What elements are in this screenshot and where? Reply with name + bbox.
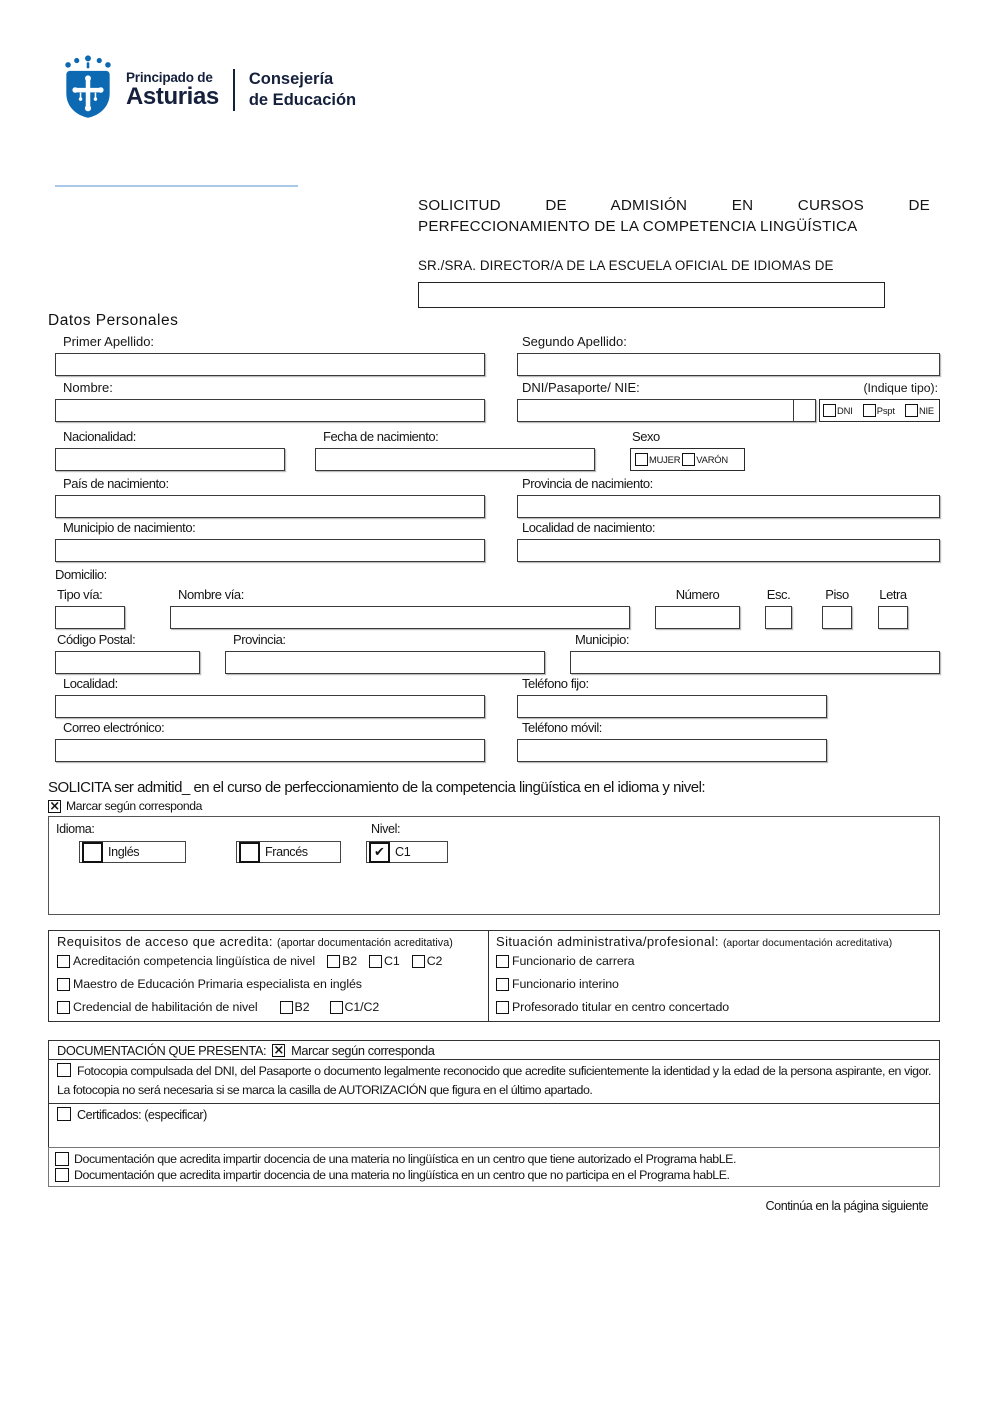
pais-nacimiento-label: País de nacimiento:: [63, 476, 169, 491]
tipo-via-label: Tipo vía:: [57, 587, 103, 602]
localidad-nacimiento-label: Localidad de nacimiento:: [522, 520, 656, 535]
idioma-ingles-label: Inglés: [108, 845, 140, 859]
provincia-input[interactable]: [225, 651, 545, 674]
solicita-line: SOLICITA ser admitid_ en el curso de perfeccionamiento de la competencia lingüística en el idioma y nivel:: [48, 779, 706, 796]
logo-divider: [233, 69, 235, 111]
correo-input[interactable]: [55, 739, 485, 762]
tipo-via-input[interactable]: [55, 606, 125, 629]
option-ingles[interactable]: [79, 841, 186, 863]
req3-c1c2-checkbox[interactable]: [330, 1001, 343, 1014]
row-pais-provincia: [48, 476, 940, 518]
solicita-marcar-line: [48, 799, 940, 813]
localidad-label: Localidad:: [63, 676, 118, 691]
certificados-text: Certificados: (especificar): [77, 1108, 207, 1122]
letra-input[interactable]: [878, 606, 908, 629]
sexo-label: Sexo: [632, 429, 660, 444]
checkmark-icon: ✔: [374, 844, 385, 860]
piso-input[interactable]: [822, 606, 852, 629]
option-frances[interactable]: [236, 841, 341, 863]
numero-label: Número: [675, 587, 720, 602]
req3-c1c2-label: C1/C2: [344, 1000, 380, 1014]
dni-type-group: [819, 399, 940, 422]
row-nacionalidad: [48, 429, 940, 471]
section-title-datos-personales: Datos Personales: [48, 312, 179, 329]
situacion-title-text: Situación administrativa/profesional:: [496, 934, 719, 949]
esc-input[interactable]: [765, 606, 792, 629]
school-name-input[interactable]: [418, 282, 885, 308]
numero-input[interactable]: [655, 606, 740, 629]
continua-note: Continúa en la página siguiente: [765, 1199, 928, 1213]
nivel-label: Nivel:: [371, 822, 401, 836]
nombre-via-label: Nombre vía:: [178, 587, 244, 602]
requisitos-title-note: (aportar documentación acreditativa): [276, 937, 453, 949]
idioma-options-row: [49, 841, 448, 863]
piso-label: Piso: [825, 587, 849, 602]
fecha-nacimiento-label: Fecha de nacimiento:: [323, 429, 439, 444]
sexo-varon-checkbox[interactable]: [682, 453, 695, 466]
sit3-text: Profesorado titular en centro concertado: [512, 1000, 730, 1014]
solicita-marcar-label: Marcar según corresponda: [66, 799, 203, 813]
requisitos-situacion-box: [48, 930, 940, 1022]
tipo-pspt-checkbox[interactable]: [863, 404, 876, 417]
requisito-item-2: [57, 977, 484, 991]
req3-b2-checkbox[interactable]: [280, 1001, 293, 1014]
situacion-column: [488, 931, 939, 1021]
telefono-fijo-input[interactable]: [517, 695, 827, 718]
form-title-line2: PERFECCIONAMIENTO DE LA COMPETENCIA LINGÜÍSTICA: [418, 218, 858, 235]
sexo-group: [630, 448, 745, 471]
fotocopia-text: Fotocopia compulsada del DNI, del Pasaporte o documento legalmente reconocido que acredite suficientemente la identidad y la edad de la persona aspirante, en vigor. La fotocopia no será necesaria si se marca la casilla de AUTORIZACIÓN que figura en el último apartado.: [57, 1064, 931, 1097]
situacion-item-3: [496, 1000, 935, 1014]
req3-text: Credencial de habilitación de nivel: [73, 1000, 258, 1014]
codigo-postal-input[interactable]: [55, 651, 200, 674]
sit2-text: Funcionario interino: [512, 977, 619, 991]
nombre-via-input[interactable]: [170, 606, 630, 629]
req1-b2-checkbox[interactable]: [327, 955, 340, 968]
row-domicilio: [48, 587, 940, 629]
documentacion-title: DOCUMENTACIÓN QUE PRESENTA:: [57, 1043, 267, 1058]
pais-nacimiento-input[interactable]: [55, 495, 485, 518]
fotocopia-row: [49, 1060, 939, 1104]
sexo-mujer-checkbox[interactable]: [635, 453, 648, 466]
asturias-shield-icon: [62, 55, 114, 125]
req3-checkbox[interactable]: [57, 1001, 70, 1014]
correo-label: Correo electrónico:: [63, 720, 165, 735]
municipio-input[interactable]: [570, 651, 940, 674]
letra-label: Letra: [879, 587, 907, 602]
req1-text: Acreditación competencia lingüística de nivel: [73, 954, 316, 968]
hable-row-2: [55, 1168, 933, 1182]
logo-region-name: Asturias: [126, 82, 219, 110]
requisito-item-3: [57, 1000, 484, 1014]
idioma-ingles-checkbox[interactable]: [82, 842, 103, 863]
req1-b2-label: B2: [342, 954, 358, 968]
documentacion-header: [49, 1041, 939, 1060]
telefono-movil-input[interactable]: [517, 739, 827, 762]
logo: [62, 55, 356, 125]
documentacion-box: [48, 1040, 940, 1151]
tipo-nie-label: NIE: [918, 405, 934, 416]
director-line: SR./SRA. DIRECTOR/A DE LA ESCUELA OFICIAL DE IDIOMAS DE: [418, 258, 834, 273]
req3-b2-label: B2: [294, 1000, 310, 1014]
segundo-apellido-label: Segundo Apellido:: [522, 334, 627, 349]
hable2-text: Documentación que acredita impartir docencia de una materia no lingüística en un centro que no participa en el Programa habLE.: [74, 1168, 730, 1182]
tipo-dni-checkbox[interactable]: [823, 404, 836, 417]
doc-fotocopia-checkbox[interactable]: [57, 1063, 71, 1077]
nacionalidad-label: Nacionalidad:: [63, 429, 136, 444]
tipo-dni-label: DNI: [837, 405, 853, 416]
hable1-text: Documentación que acredita impartir docencia de una materia no lingüística en un centro que tiene autorizado el Programa habLE.: [74, 1152, 736, 1166]
situacion-title: [496, 934, 935, 949]
primer-apellido-label: Primer Apellido:: [63, 334, 155, 349]
hable-row-1: [55, 1152, 933, 1166]
row-nombre-dni: [48, 380, 940, 422]
provincia-nacimiento-label: Provincia de nacimiento:: [522, 476, 653, 491]
telefono-fijo-label: Teléfono fijo:: [522, 676, 589, 691]
sit3-checkbox[interactable]: [496, 1001, 509, 1014]
situacion-item-1: [496, 954, 935, 968]
tipo-nie-checkbox[interactable]: [905, 404, 918, 417]
requisito-item-1: [57, 954, 484, 968]
nacionalidad-input[interactable]: [55, 448, 285, 471]
tipo-pspt-label: Pspt: [876, 405, 895, 416]
localidad-input[interactable]: [55, 695, 485, 718]
telefono-movil-label: Teléfono móvil:: [522, 720, 602, 735]
dni-input[interactable]: [517, 399, 816, 422]
sexo-mujer-label: MUJER: [649, 454, 681, 465]
idioma-nivel-box: [48, 816, 940, 915]
req1-c2-label: C2: [426, 954, 443, 968]
logo-dept-line1: Consejería: [248, 70, 334, 88]
doc-hable2-checkbox[interactable]: [55, 1168, 69, 1182]
form-title-line1: SOLICITUD DE ADMISIÓN EN CURSOS DE: [418, 197, 930, 214]
requisitos-title: [57, 934, 484, 949]
primer-apellido-input[interactable]: [55, 353, 485, 376]
row-apellidos: [48, 334, 940, 376]
logo-department: [249, 69, 356, 111]
requisitos-title-text: Requisitos de acceso que acredita:: [57, 934, 273, 949]
logo-region-text: [126, 70, 219, 111]
doc-hable1-checkbox[interactable]: [55, 1152, 69, 1166]
logo-region-top: Principado de: [126, 69, 213, 85]
idioma-label: Idioma:: [56, 822, 95, 836]
solicita-section: [48, 779, 940, 915]
row-localidad-telefono: [48, 676, 940, 718]
esc-label: Esc.: [766, 587, 791, 602]
certificados-row: [49, 1104, 939, 1150]
municipio-nacimiento-input[interactable]: [55, 539, 485, 562]
municipio-nacimiento-label: Municipio de nacimiento:: [63, 520, 196, 535]
provincia-label: Provincia:: [233, 632, 286, 647]
sit1-text: Funcionario de carrera: [512, 954, 635, 968]
dni-label: DNI/Pasaporte/ NIE:: [522, 380, 640, 395]
checked-box-icon-2: ×: [273, 1044, 284, 1057]
req1-checkbox[interactable]: [57, 955, 70, 968]
situacion-title-note: (aportar documentación acreditativa): [722, 938, 893, 949]
sexo-varon-label: VARÓN: [696, 454, 728, 465]
title-block: [418, 197, 930, 308]
req1-c1-label: C1: [384, 954, 400, 968]
idioma-frances-label: Francés: [265, 845, 308, 859]
domicilio-label: Domicilio:: [55, 567, 107, 582]
nivel-c1-checkbox[interactable]: [369, 842, 390, 863]
doc-certificados-checkbox[interactable]: [57, 1107, 71, 1121]
row-municipio-localidad: [48, 520, 940, 562]
req1-c1-checkbox[interactable]: [369, 955, 382, 968]
logo-dept-line2: de Educación: [248, 91, 357, 109]
indique-tipo-label: (Indique tipo):: [863, 381, 938, 395]
personal-data-section: [48, 312, 940, 782]
nombre-label: Nombre:: [63, 380, 113, 395]
sit2-checkbox[interactable]: [496, 978, 509, 991]
situacion-item-2: [496, 977, 935, 991]
req2-checkbox[interactable]: [57, 978, 70, 991]
documentacion-marcar-label: Marcar según corresponda: [291, 1043, 435, 1058]
checked-box-icon: ×: [49, 799, 60, 813]
req1-c2-checkbox[interactable]: [412, 955, 425, 968]
req2-text: Maestro de Educación Primaria especialista en inglés: [73, 977, 362, 991]
hable-box: [48, 1147, 940, 1187]
localidad-nacimiento-input[interactable]: [517, 539, 940, 562]
header-rule: [55, 185, 298, 187]
municipio-label: Municipio:: [575, 632, 630, 647]
row-correo-movil: [48, 720, 940, 762]
row-cp-provincia-municipio: [48, 632, 940, 674]
idioma-frances-checkbox[interactable]: [239, 842, 260, 863]
requisitos-column: [49, 931, 488, 1021]
option-c1[interactable]: [366, 841, 448, 863]
provincia-nacimiento-input[interactable]: [517, 495, 940, 518]
segundo-apellido-input[interactable]: [517, 353, 940, 376]
sit1-checkbox[interactable]: [496, 955, 509, 968]
fecha-nacimiento-input[interactable]: [315, 448, 595, 471]
nivel-c1-label: C1: [395, 845, 411, 859]
codigo-postal-label: Código Postal:: [57, 632, 136, 647]
nombre-input[interactable]: [55, 399, 485, 422]
